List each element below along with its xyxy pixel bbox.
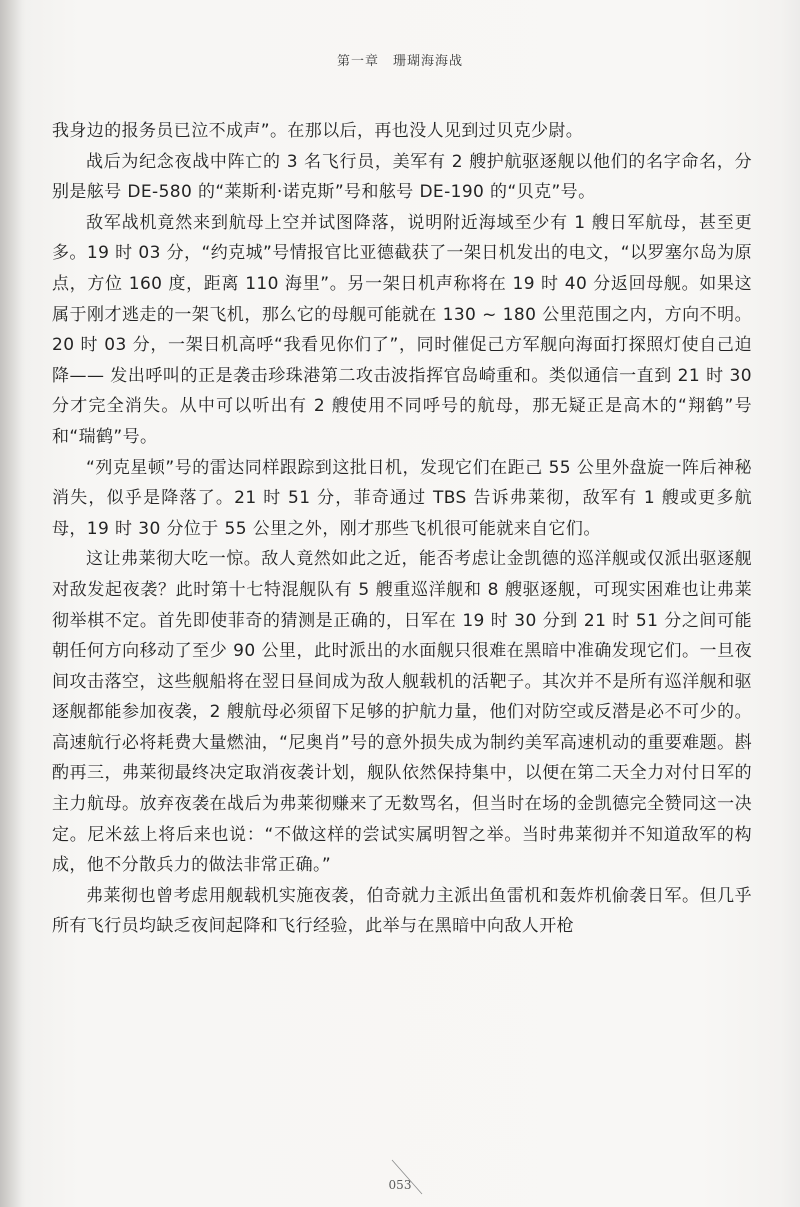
- paragraph-5: 这让弗莱彻大吃一惊。敌人竟然如此之近，能否考虑让金凯德的巡洋舰或仅派出驱逐舰对敌发起夜袭？此时第十七特混舰队有 5 艘重巡洋舰和 8 艘驱逐舰，可现实困难也让弗莱彻举棋不定。首先即使菲奇的猜测是正确的，日军在 19 时 30 分到 21 时 51 分之间可能朝任何方向移动了至少 90 公里，此时派出的水面舰只很难在黑暗中准确发现它们。一旦夜间攻击落空，这些舰船将在翌日昼间成为敌人舰载机的活靶子。其次并不是所有巡洋舰和驱逐舰都能参加夜袭，2 艘航母必须留下足够的护航力量，他们对防空或反潜是必不可少的。高速航行必将耗费大量燃油，“尼奥肖”号的意外损失成为制约美军高速机动的重要难题。斟酌再三，弗莱彻最终决定取消夜袭计划，舰队依然保持集中，以便在第二天全力对付日军的主力航母。放弃夜袭在战后为弗莱彻赚来了无数骂名，但当时在场的金凯德完全赞同这一决定。尼米兹上将后来也说：“不做这样的尝试实属明智之举。当时弗莱彻并不知道敌军的构成，他不分散兵力的做法非常正确。”: [52, 549, 752, 876]
- paragraph-6: 弗莱彻也曾考虑用舰载机实施夜袭，伯奇就力主派出鱼雷机和轰炸机偷袭日军。但几乎所有飞行员均缺乏夜间起降和飞行经验，此举与在黑暗中向敌人开枪: [52, 885, 752, 937]
- paragraph-3: 敌军战机竟然来到航母上空并试图降落，说明附近海域至少有 1 艘日军航母，甚至更多。19 时 03 分，“约克城”号情报官比亚德截获了一架日机发出的电文，“以罗塞尔岛为原点，方位 160 度，距离 110 海里”。另一架日机声称将在 19 时 40 分返回母舰。如果这属于刚才逃走的一架飞机，那么它的母舰可能就在 130 ~ 180 公里范围之内，方向不明。20 时 03 分，一架日机高呼“我看见你们了”，同时催促己方军舰向海面打探照灯使自己迫降—— 发出呼叫的正是袭击珍珠港第二攻击波指挥官岛崎重和。类似通信一直到 21 时 30 分才完全消失。从中可以听出有 2 艘使用不同呼号的航母，那无疑正是高木的“翔鹤”号和“瑞鹤”号。: [52, 212, 752, 447]
- chapter-title: 珊瑚海海战: [393, 54, 464, 69]
- binding-shadow: [0, 0, 22, 1207]
- paragraph-1: 我身边的报务员已泣不成声”。在那以后，再也没人见到过贝克少尉。: [52, 121, 584, 141]
- running-header: [0, 50, 800, 69]
- body-text: [52, 116, 752, 942]
- page-number: 053: [388, 1178, 412, 1192]
- paragraph-2: 战后为纪念夜战中阵亡的 3 名飞行员，美军有 2 艘护航驱逐舰以他们的名字命名，分别是舷号 DE-580 的“莱斯利·诺克斯”号和舷号 DE-190 的“贝克”号。: [52, 151, 752, 203]
- chapter-label: 第一章: [336, 54, 379, 69]
- paragraph-4: “列克星顿”号的雷达同样跟踪到这批日机，发现它们在距己 55 公里外盘旋一阵后神秘消失，似乎是降落了。21 时 51 分，菲奇通过 TBS 告诉弗莱彻，敌军有 1 艘或更多航母，19 时 30 分位于 55 公里之外，刚才那些飞机很可能就来自它们。: [52, 457, 752, 539]
